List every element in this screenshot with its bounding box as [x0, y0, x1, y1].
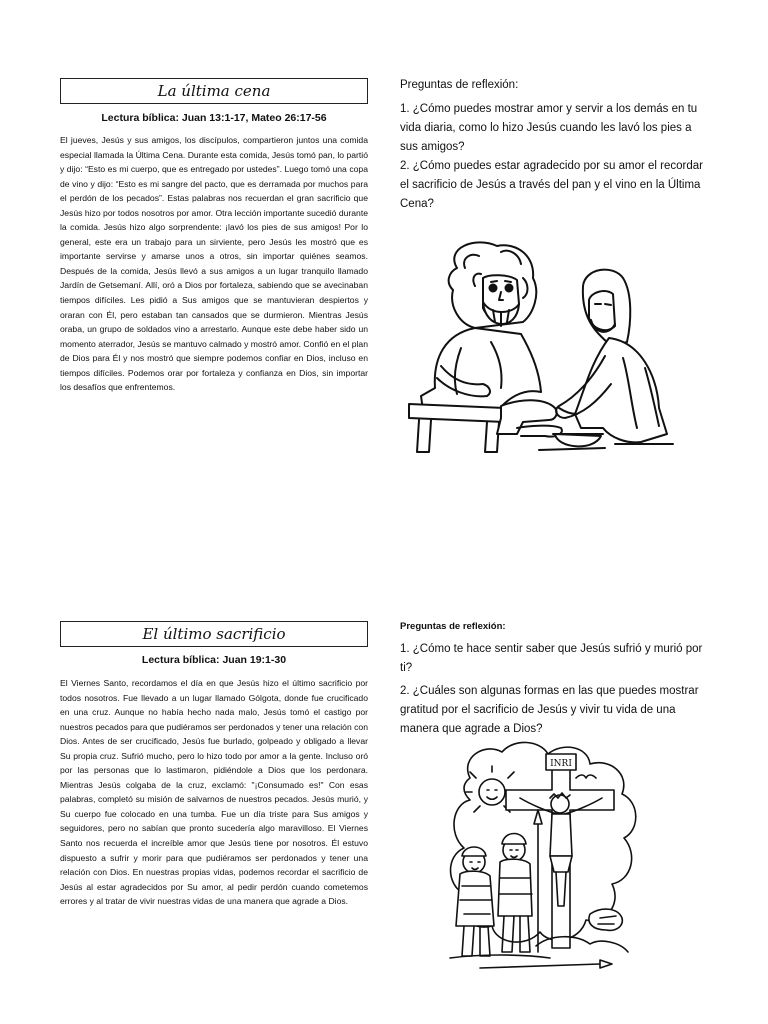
crucifixion-illustration: [440, 738, 652, 982]
inri-sign: INRI: [550, 759, 572, 769]
lesson1-body: El jueves, Jesús y sus amigos, los discípulos, compartieron juntos una comida especial llamada la Última Cena. Durante esta comida, Jesús tomó pan, lo partió y dijo: “Esto es mi cuerpo, que es entregado por ustedes”. Luego tomó una copa de vino y dijo: “Esto es mi sangre del pacto, que es derramada por muchos para el perdón de los pecados”. Estas palabras nos recuerdan el gran sacrificio que Jesús hizo por todos nosotros por amor. Otra lección importante sucedió durante la comida. Jesús hizo algo sorprendente: ¡lavó los pies de sus amigos! Por lo general, este era un trabajo para un sirviente, pero Jesús les mostró que es importante servirse y amarse unos a otros, sin importar quiénes seamos. Después de la comida, Jesús llevó a sus amigos a un lugar tranquilo llamado Jardín de Getsemaní. Allí, oró a Dios por fortaleza, sabiendo que se avecinaban tiempos difíciles. Les pidió a Sus amigos que se mantuvieran despiertos y oraran con Él, pero estaban tan cansados que se durmieron. Mientras Jesús oraba, un grupo de soldados vino a arrestarlo. Aunque este debe haber sido un momento aterrador, Jesús se mantuvo calmado y mostró amor. Confió en el plan de Dios para Él y nos mostró que siempre podemos confiar en Dios, incluso en tiempos difíciles. Podemos orar por fortaleza y confianza en Dios, sin importar los desafíos que enfrentemos.: [60, 135, 368, 393]
lesson2-title: El último sacrificio: [60, 621, 368, 647]
lesson2-questions-heading: Preguntas de reflexión:: [400, 621, 506, 632]
lesson1-reading: Lectura bíblica: Juan 13:1-17, Mateo 26:17-56: [101, 112, 327, 124]
lesson2-question-1: 1. ¿Cómo te hace sentir saber que Jesús sufrió y murió por ti?: [400, 643, 703, 674]
lesson2-body: El Viernes Santo, recordamos el día en que Jesús hizo el último sacrificio por todos nosotros. Fue llevado a un lugar llamado Gólgota, donde fue crucificado en una cruz. Aunque no había hecho nada malo, Jesús tomó el castigo por nuestros pecados para que pudiéramos ser perdonados y tener una relación con Dios. Antes de ser crucificado, Jesús fue burlado, golpeado y obligado a llevar Su propia cruz. Sufrió mucho, pero lo hizo todo por amor a la gente. Incluso oró por las personas que lo lastimaron, pidiéndole a Dios que los perdonara. Mientras Jesús colgaba de la cruz, exclamó: "¡Consumado es!" Con esas palabras, completó su misión de salvarnos de nuestros pecados. Jesús murió, y Su cuerpo fue colocado en una tumba. Fue un día triste para Sus amigos y seguidores, pero no sabían que pronto sucedería algo maravilloso. El Viernes Santo nos recuerda el increíble amor que Jesús tiene por nosotros. Él estuvo dispuesto a sufrir y morir para que pudiéramos ser perdonados y tener una relación con Dios. En nuestras propias vidas, podemos recordar el sacrificio de Jesús al estar agradecidos por Su amor, al pedir perdón cuando cometemos errores y al tratar de vivir nuestras vidas de una manera que agrade a Dios.: [60, 678, 368, 907]
lesson1-title: La última cena: [60, 78, 368, 104]
lesson2-reading: Lectura bíblica: Juan 19:1-30: [141, 654, 287, 666]
lesson1-question-2: 2. ¿Cómo puedes estar agradecido por su amor el recordar el sacrificio de Jesús a través del pan y el vino en la Última Cena?: [400, 160, 703, 210]
foot-washing-illustration: [405, 238, 677, 460]
lesson1-questions-heading: Preguntas de reflexión:: [400, 79, 519, 91]
lesson1-question-1: 1. ¿Cómo puedes mostrar amor y servir a los demás en tu vida diaria, como lo hizo Jesús cuando les lavó los pies a sus amigos?: [400, 103, 698, 153]
lesson2-question-2: 2. ¿Cuáles son algunas formas en las que puedes mostrar gratitud por el sacrificio de Jesús y vivir tu vida de una manera que agrade a Dios?: [400, 685, 699, 735]
